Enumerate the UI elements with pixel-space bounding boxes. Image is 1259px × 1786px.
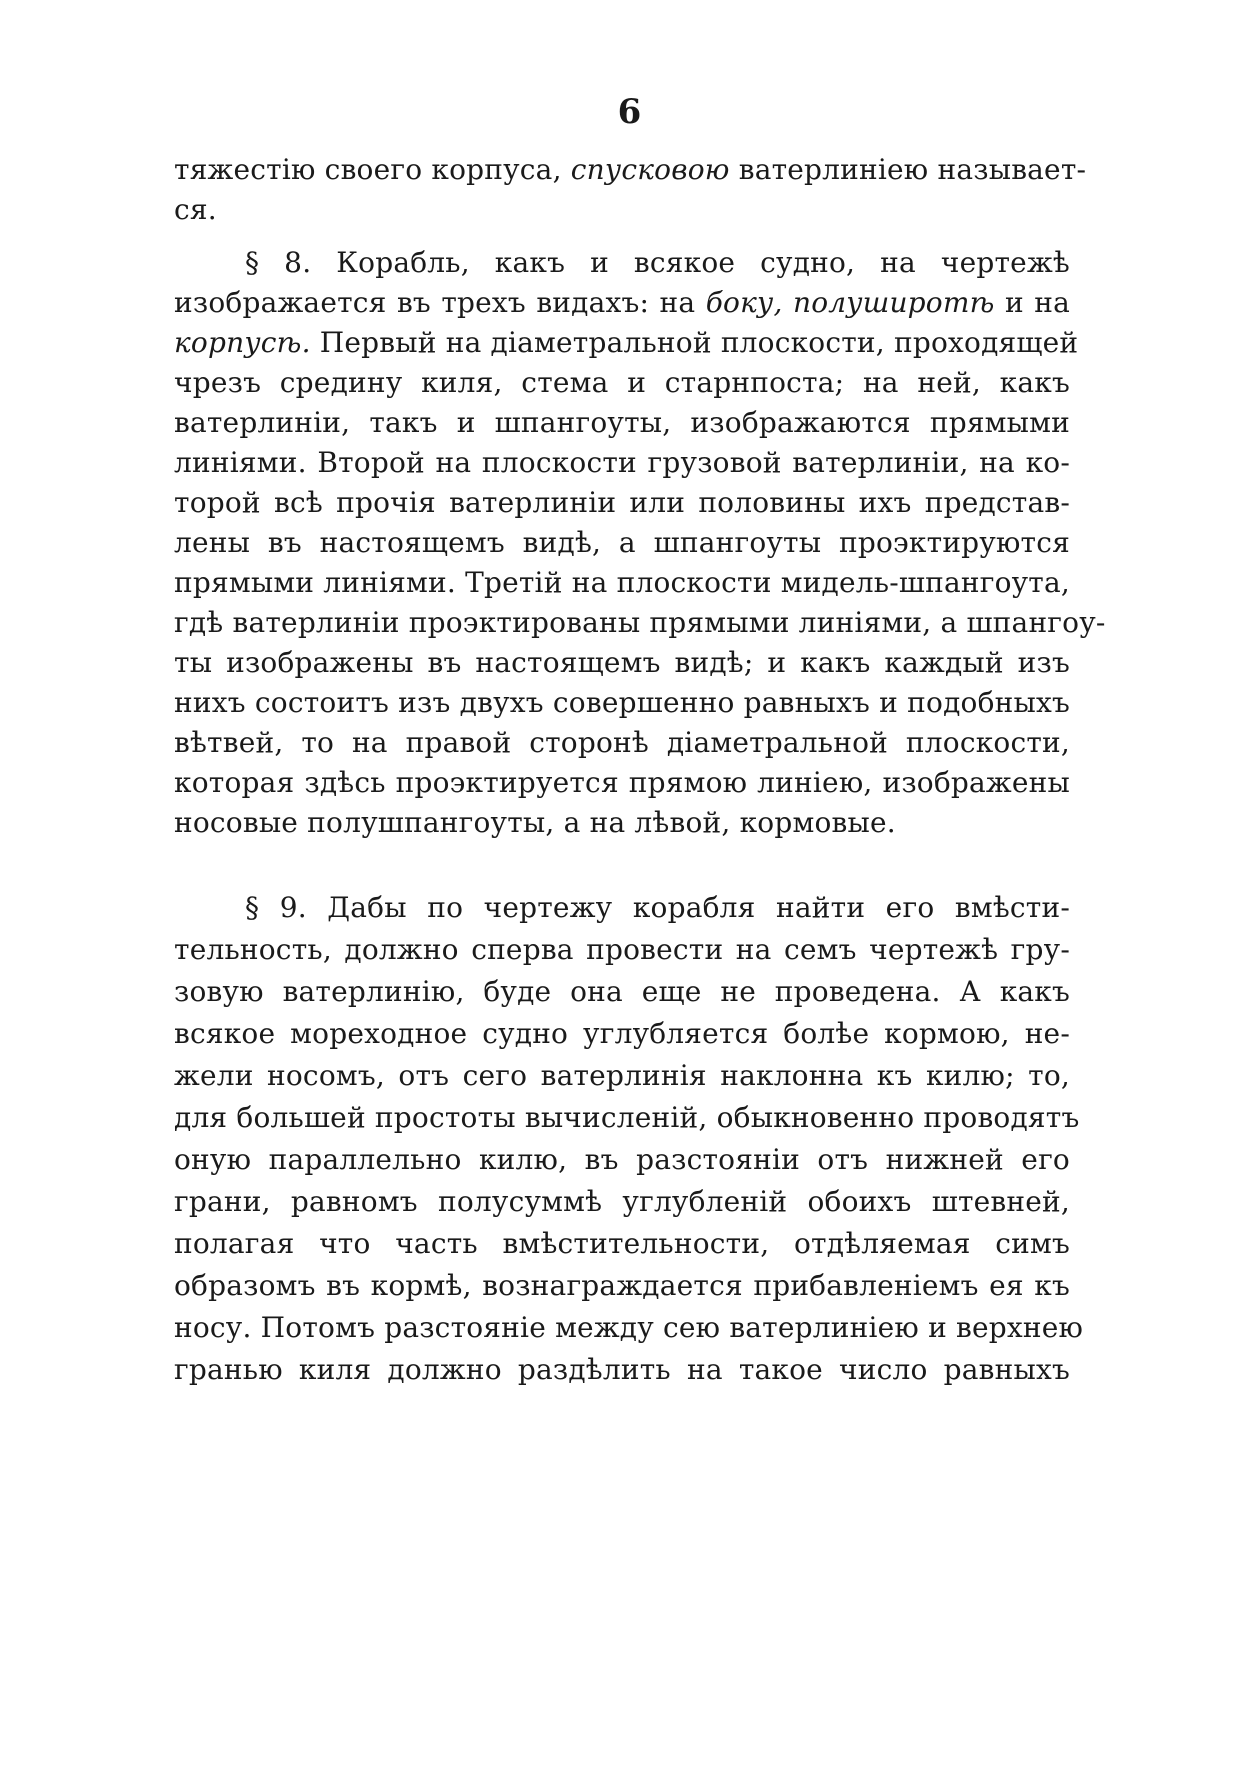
text-line: гранью киля должно раздѣлить на такое число равныхъ <box>174 1353 1070 1386</box>
text-line: образомъ въ кормѣ, вознаграждается прибавленіемъ ея къ <box>174 1269 1070 1302</box>
text-line: прямыми линіями. Третій на плоскости мидель-шпангоута, <box>174 566 1070 599</box>
text-line: зовую ватерлинію, буде она еще не проведена. А какъ <box>174 975 1070 1008</box>
page-number: 6 <box>617 92 642 132</box>
text-line: корпусѣ. Первый на діаметральной плоскости, проходящей <box>174 326 1079 359</box>
text-line: ватерлиніи, такъ и шпангоуты, изображаются прямыми <box>174 406 1070 439</box>
text-line: чрезъ средину киля, стема и старнпоста; на ней, какъ <box>174 366 1070 399</box>
section-9-heading-line: § 9. Дабы по чертежу корабля найти его вмѣсти- <box>245 891 1070 924</box>
text-line: для большей простоты вычисленій, обыкновенно проводятъ <box>174 1101 1080 1134</box>
text-line: полагая что часть вмѣстительности, отдѣляемая симъ <box>174 1227 1070 1260</box>
text-line: носу. Потомъ разстояніе между сею ватерлиніею и верхнею <box>174 1311 1084 1344</box>
text-line: грани, равномъ полусуммѣ углубленій обоихъ штевней, <box>174 1185 1070 1218</box>
text-line: ты изображены въ настоящемъ видѣ; и какъ каждый изъ <box>174 646 1070 679</box>
text-line: носовые полушпангоуты, а на лѣвой, кормовые. <box>174 806 896 839</box>
text-line: гдѣ ватерлиніи проэктированы прямыми линіями, а шпангоу- <box>174 606 1106 639</box>
text-line: линіями. Второй на плоскости грузовой ватерлиніи, на ко- <box>174 446 1070 479</box>
text-line: торой всѣ прочія ватерлиніи или половины ихъ представ- <box>174 486 1070 519</box>
text-line: всякое мореходное судно углубляется болѣе кормою, не- <box>174 1017 1070 1050</box>
section-8-heading-line: § 8. Корабль, какъ и всякое судно, на чертежѣ <box>245 246 1070 279</box>
text-line: которая здѣсь проэктируется прямою линіею, изображены <box>174 766 1070 799</box>
text-line: тельность, должно сперва провести на семъ чертежѣ гру- <box>174 933 1070 966</box>
text-line: изображается въ трехъ видахъ: на боку, полуширотѣ и на <box>174 286 1070 319</box>
text-line: оную параллельно килю, въ разстояніи отъ нижней его <box>174 1143 1070 1176</box>
text-line: вѣтвей, то на правой сторонѣ діаметральной плоскости, <box>174 726 1070 759</box>
text-line: ся. <box>174 193 217 226</box>
text-line: тяжестію своего корпуса, спусковою ватерлиніею называет- <box>174 153 1087 186</box>
text-line: жели носомъ, отъ сего ватерлинія наклонна къ килю; то, <box>174 1059 1070 1092</box>
text-line: лены въ настоящемъ видѣ, а шпангоуты проэктируются <box>174 526 1070 559</box>
text-line: нихъ состоитъ изъ двухъ совершенно равныхъ и подобныхъ <box>174 686 1070 719</box>
